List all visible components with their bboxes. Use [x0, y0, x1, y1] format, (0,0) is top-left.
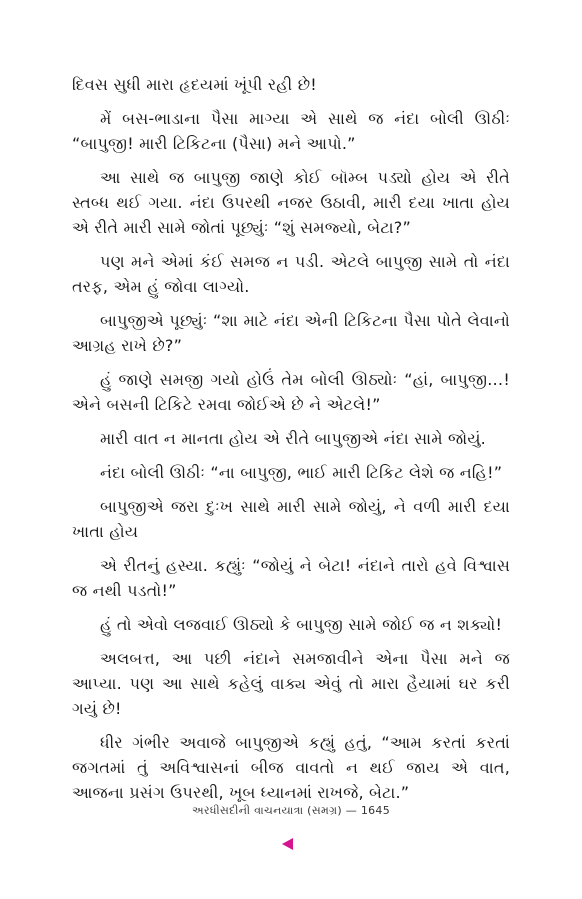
paragraph: આ સાથે જ બાપુજી જાણે કોઈ બૉમ્બ પડ્યો હોય એ રીતે સ્તબ્ધ થઈ ગયા. નંદા ઉપરથી નજર ઉઠાવી, મારી દયા ખાતા હોય એ રીતે મારી સામે જોતાં પૂછ્યુંઃ “શું સમજ્યો, બેટા?”	[72, 168, 510, 237]
paragraph: એ રીતનું હસ્યા. કહ્યુંઃ “જોયું ને બેટા! નંદાને તારો હવે વિશ્વાસ જ નથી પડતો!”	[72, 556, 510, 600]
paragraph: બાપુજીએ પૂછ્યુંઃ “શા માટે નંદા એની ટિકિટના પૈસા પોતે લેવાનો આગ્રહ રાખે છે?”	[72, 311, 510, 355]
page-body	[72, 72, 510, 814]
previous-page-icon[interactable]	[282, 838, 293, 850]
paragraph: ધીર ગંભીર અવાજે બાપુજીએ કહ્યું હતું, “આમ કરતાં કરતાં જગતમાં તું અવિશ્વાસનાં બીજ વાવતો ન થઈ જાય એ વાત, આજના પ્રસંગ ઉપરથી, ખૂબ ધ્યાનમાં રાખજે, બેટા.”	[72, 733, 510, 802]
paragraph: હું તો એવો લજવાઈ ઊઠ્યો કે બાપુજી સામે જોઈ જ ન શક્યો!	[100, 615, 503, 634]
paragraph: મેં બસ-ભાડાના પૈસા માગ્યા એ સાથે જ નંદા બોલી ઊઠીઃ “બાપુજી! મારી ટિકિટના (પૈસા) મને આપો.”	[72, 109, 510, 153]
page-footer: અરધીસદીની વાચનયાત્રા (સમગ્ર) — 1645	[191, 804, 391, 817]
paragraph: નંદા બોલી ઊઠીઃ “ના બાપુજી, ભાઈ મારી ટિકિટ લેશે જ નહિ!”	[100, 463, 503, 482]
paragraph: બાપુજીએ જરા દુઃખ સાથે મારી સામે જોયું, ને વળી મારી દયા ખાતા હોય	[72, 497, 510, 541]
paragraph: હું જાણે સમજી ગયો હોઉં તેમ બોલી ઊઠ્યોઃ “હાં, બાપુજી…! એને બસની ટિકિટે રમવા જોઈએ છે ને એટલે!”	[72, 370, 510, 414]
paragraph: દિવસ સુધી મારા હૃદયમાં ખૂંપી રહી છે!	[72, 75, 317, 94]
paragraph: પણ મને એમાં કંઈ સમજ ન પડી. એટલે બાપુજી સામે તો નંદા તરફ, એમ હું જોવા લાગ્યો.	[72, 252, 510, 296]
paragraph: અલબત્ત, આ પછી નંદાને સમજાવીને એના પૈસા મને જ આપ્યા. પણ આ સાથે કહેલું વાક્ય એવું તો મારા હૈયામાં ઘર કરી ગયું છે!	[72, 649, 510, 718]
paragraph: મારી વાત ન માનતા હોય એ રીતે બાપુજીએ નંદા સામે જોયું.	[100, 429, 486, 448]
